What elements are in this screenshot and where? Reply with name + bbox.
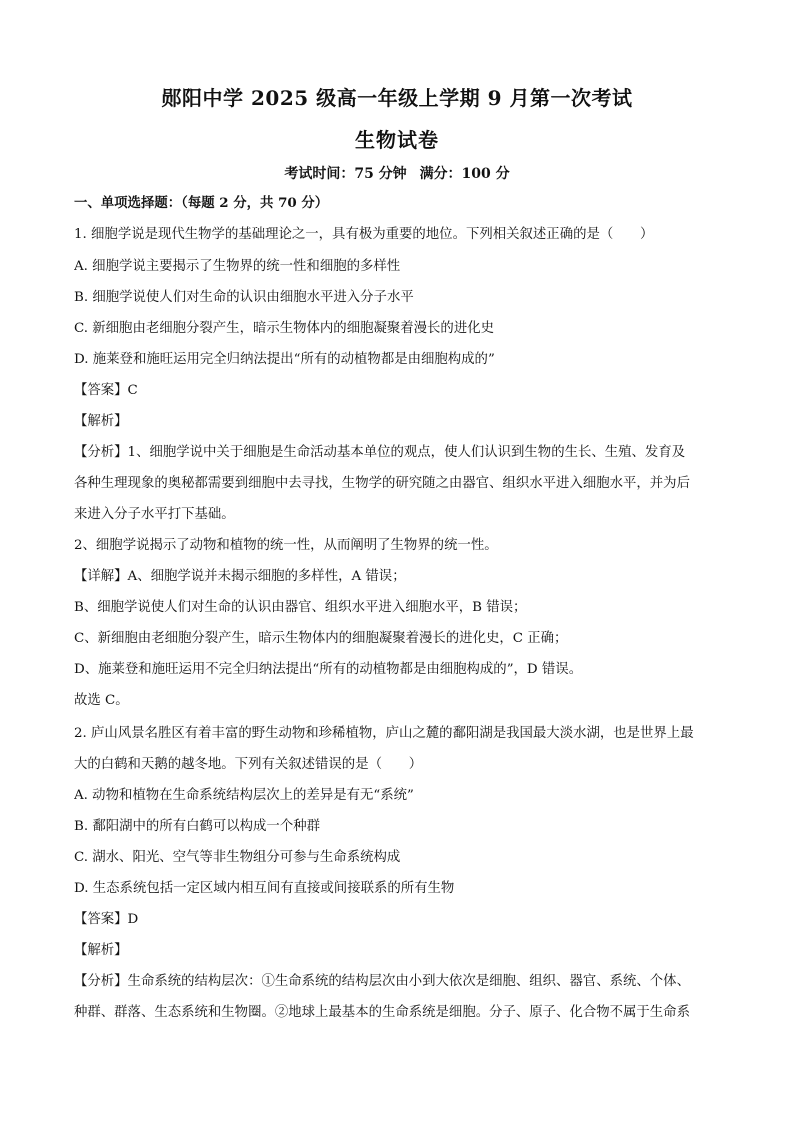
question-1-analysis-label: 【解析】: [74, 414, 128, 429]
question-1-stem: 1. 细胞学说是现代生物学的基础理论之一，具有极为重要的地位。下列相关叙述正确的是（ ）: [74, 227, 654, 242]
section-heading: 一、单项选择题：（每题 2 分，共 70 分）: [74, 195, 329, 211]
question-2-option-c: C. 湖水、阳光、空气等非生物组分可参与生命系统构成: [74, 850, 401, 865]
question-1-analysis-line: D、施莱登和施旺运用不完全归纳法提出“所有的动植物都是由细胞构成的”，D 错误。: [74, 662, 583, 677]
question-2-analysis-line: 种群、群落、生态系统和生物圈。②地球上最基本的生命系统是细胞。分子、原子、化合物不属于生命系: [74, 1005, 690, 1020]
exam-meta: [0, 163, 794, 183]
question-2-stem-line: 2. 庐山风景名胜区有着丰富的野生动物和珍稀植物，庐山之麓的鄱阳湖是我国最大淡水湖，也是世界上最: [74, 726, 694, 741]
question-1-analysis-line: 各种生理现象的奥秘都需要到细胞中去寻找，生物学的研究随之由器官、组织水平进入细胞水平，并为后: [74, 476, 690, 491]
question-2-option-d: D. 生态系统包括一定区域内相互间有直接或间接联系的所有生物: [74, 881, 455, 896]
question-1-option-c: C. 新细胞由老细胞分裂产生，暗示生物体内的细胞凝聚着漫长的进化史: [74, 321, 494, 336]
question-1-analysis-line: B、细胞学说使人们对生命的认识由器官、组织水平进入细胞水平，B 错误；: [74, 600, 527, 615]
question-1-option-d: D. 施莱登和施旺运用完全归纳法提出“所有的动植物都是由细胞构成的”: [74, 352, 495, 367]
exam-time: 考试时间：75 分钟: [284, 166, 407, 182]
question-1-analysis-line: 【分析】1、细胞学说中关于细胞是生命活动基本单位的观点，使人们认识到生物的生长、生殖、发育及: [74, 445, 686, 460]
question-2-answer: 【答案】D: [74, 912, 139, 927]
question-1-analysis-line: 故选 C。: [74, 693, 129, 708]
question-1-answer: 【答案】C: [74, 383, 138, 398]
question-1-option-b: B. 细胞学说使人们对生命的认识由细胞水平进入分子水平: [74, 290, 414, 305]
question-1-analysis-line: C、新细胞由老细胞分裂产生，暗示生物体内的细胞凝聚着漫长的进化史，C 正确；: [74, 631, 568, 646]
question-1-analysis-line: 来进入分子水平打下基础。: [74, 507, 235, 522]
exam-title: 郧阳中学 2025 级高一年级上学期 9 月第一次考试: [161, 86, 633, 110]
full-score: 满分：100 分: [419, 166, 510, 182]
question-2-analysis-line: 【分析】生命系统的结构层次：①生命系统的结构层次由小到大依次是细胞、组织、器官、系统、个体、: [74, 974, 690, 989]
question-2-analysis-label: 【解析】: [74, 943, 128, 958]
exam-subtitle: 生物试卷: [355, 128, 439, 152]
question-2-stem-line: 大的白鹤和天鹅的越冬地。下列有关叙述错误的是（ ）: [74, 757, 423, 772]
question-1-analysis-line: 【详解】A、细胞学说并未揭示细胞的多样性，A 错误；: [74, 569, 406, 584]
question-2-option-a: A. 动物和植物在生命系统结构层次上的差异是有无“系统”: [74, 788, 414, 803]
question-1-analysis-line: 2、细胞学说揭示了动物和植物的统一性，从而阐明了生物界的统一性。: [74, 538, 498, 553]
question-1-option-a: A. 细胞学说主要揭示了生物界的统一性和细胞的多样性: [74, 259, 401, 274]
question-2-option-b: B. 鄱阳湖中的所有白鹤可以构成一个种群: [74, 819, 320, 834]
